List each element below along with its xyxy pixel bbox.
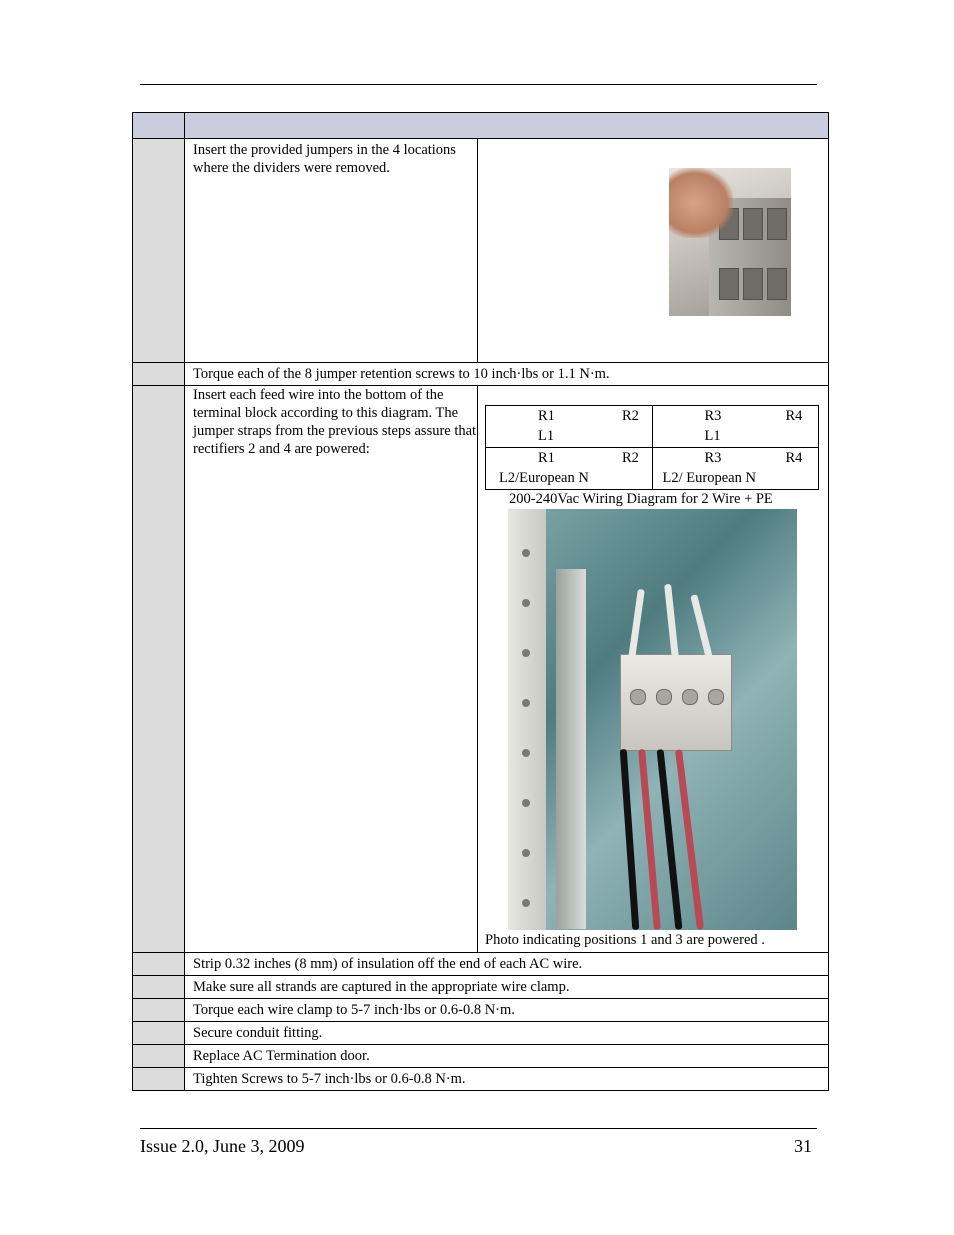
wiring-label: R1 xyxy=(538,450,555,466)
step-text: Torque each wire clamp to 5-7 inch·lbs or 0.6-0.8 N·m. xyxy=(185,999,829,1022)
wiring-label: L2/ European N xyxy=(662,470,756,486)
table-header-row xyxy=(133,113,829,139)
wiring-label: R4 xyxy=(785,450,803,466)
step-text: Torque each of the 8 jumper retention screws to 10 inch·lbs or 1.1 N·m. xyxy=(185,363,829,386)
hand-shape xyxy=(669,168,733,238)
step-number-cell xyxy=(133,139,185,363)
terminal-slot xyxy=(767,268,787,300)
terminal-slot xyxy=(719,268,739,300)
step-text: Strip 0.32 inches (8 mm) of insulation off the end of each AC wire. xyxy=(185,953,829,976)
table-row xyxy=(133,953,829,976)
wiring-label: R2 xyxy=(622,408,639,424)
wiring-cell xyxy=(486,448,653,490)
footer-rule xyxy=(140,1128,817,1129)
white-wire xyxy=(690,594,713,659)
header-description-cell xyxy=(185,113,829,139)
wiring-diagram-table xyxy=(485,405,819,490)
rail-hole xyxy=(522,699,530,707)
table-row xyxy=(133,363,829,386)
header-rule xyxy=(140,84,817,85)
page-number: 31 xyxy=(794,1136,812,1156)
step-number-cell xyxy=(133,1068,185,1091)
step-text: Secure conduit fitting. xyxy=(185,1022,829,1045)
step-number-cell xyxy=(133,363,185,386)
step-text: Make sure all strands are captured in the appropriate wire clamp. xyxy=(185,976,829,999)
enclosure-door-shape xyxy=(556,569,586,929)
step-number-cell xyxy=(133,976,185,999)
step-text: Insert the provided jumpers in the 4 locations where the dividers were removed. xyxy=(185,139,478,363)
footer-issue: Issue 2.0, June 3, 2009 xyxy=(140,1136,305,1156)
table-row xyxy=(133,1045,829,1068)
terminal-screw xyxy=(630,689,646,705)
step-number-cell xyxy=(133,999,185,1022)
red-wire xyxy=(638,749,661,930)
rail-hole xyxy=(522,649,530,657)
table-row xyxy=(133,1068,829,1091)
table-row xyxy=(133,999,829,1022)
wiring-label: R2 xyxy=(622,450,639,466)
wiring-label: R3 xyxy=(704,450,722,466)
rail-hole xyxy=(522,799,530,807)
terminal-slot xyxy=(743,268,763,300)
terminal-screw xyxy=(656,689,672,705)
wiring-label: L1 xyxy=(704,428,721,444)
step-number-cell xyxy=(133,1022,185,1045)
wiring-label: R3 xyxy=(704,408,722,424)
header-step-cell xyxy=(133,113,185,139)
terminal-screw xyxy=(708,689,724,705)
photo-caption: Photo indicating positions 1 and 3 are powered . xyxy=(485,932,765,948)
rail-hole xyxy=(522,849,530,857)
black-wire xyxy=(620,749,640,930)
wiring-label: L2/European N xyxy=(499,470,589,486)
mounting-rail-shape xyxy=(508,509,546,930)
step-number-cell xyxy=(133,953,185,976)
step-text: Tighten Screws to 5-7 inch·lbs or 0.6-0.8 N·m. xyxy=(185,1068,829,1091)
wiring-label: R1 xyxy=(538,408,555,424)
wiring-cell xyxy=(652,448,819,490)
jumper-insertion-photo xyxy=(669,168,791,316)
wiring-label: L1 xyxy=(538,428,555,444)
rail-hole xyxy=(522,549,530,557)
wiring-label: R4 xyxy=(785,408,803,424)
table-row xyxy=(133,976,829,999)
white-wire xyxy=(628,589,645,659)
step-text: Insert each feed wire into the bottom of the terminal block according to this diagram. The jumper straps from the previous steps assure that rectifiers 2 and 4 are powered: xyxy=(185,386,478,953)
wiring-diagram-caption: 200-240Vac Wiring Diagram for 2 Wire + PE xyxy=(509,491,773,507)
terminal-slot xyxy=(743,208,763,240)
white-wire xyxy=(664,584,679,659)
rail-hole xyxy=(522,749,530,757)
step-text: Replace AC Termination door. xyxy=(185,1045,829,1068)
wiring-cell xyxy=(486,406,653,448)
rail-hole xyxy=(522,899,530,907)
table-row xyxy=(133,1022,829,1045)
terminal-screw xyxy=(682,689,698,705)
step-number-cell xyxy=(133,386,185,953)
terminal-wiring-photo xyxy=(508,509,797,930)
step-number-cell xyxy=(133,1045,185,1068)
terminal-slot xyxy=(767,208,787,240)
wiring-cell xyxy=(652,406,819,448)
rail-hole xyxy=(522,599,530,607)
